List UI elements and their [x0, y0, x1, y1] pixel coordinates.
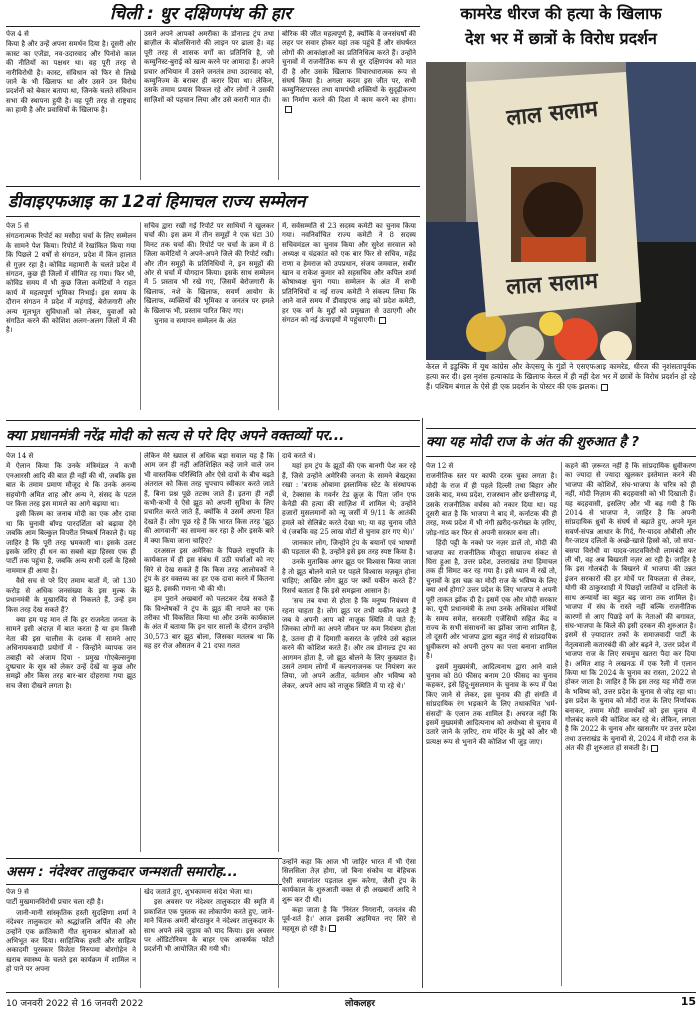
- dyfi-col-2: [144, 222, 274, 412]
- modi-headline: क्या प्रधानमंत्री नरेंद्र मोदी को सत्य से परे दिए अपने वक्तव्यों पर...: [6, 428, 345, 444]
- nandeshwar-col-1: [6, 888, 136, 988]
- chile-col-1: [6, 30, 136, 180]
- modi-col-2: [144, 452, 274, 852]
- paragraph: कहा जाता है कि 'निरंतर निगरानी, जनतंत्र की पूर्व-शर्त है।' आज इसकी अहमियत नए सिरे से महसूस हो रही है।: [282, 906, 416, 933]
- page-ref: पेज 9 से: [6, 888, 29, 896]
- footer-page-number: 15: [680, 995, 696, 1008]
- paragraph: में ऐलान किया कि उनके मंत्रिमंडल ने कभी एनआरसी आदि की बात ही नहीं की थी, जबकि इस बात के तमाम प्रमाण मौजूद थे कि उनके अनन्य सहयोगी अमित शाह और अन्य ने, संसद के पटल पर किस तरह इस मामले का आगे बढ़ाया था।: [6, 462, 136, 509]
- page-ref: पेज 12 से: [426, 462, 454, 470]
- end-mark: [601, 384, 608, 391]
- photo-caption: केरल में इडुक्कि में यूथ कांग्रेस और केएसयू के गुंडों ने एसएफआइ कामरेड, धीरज की नृशंसतापूर्वक हत्या कर दी। इस नृशंस हत्याकांड के खिलाफ केरल में ही नहीं देश भर में छात्रों के विरोध प्रदर्शन हो रहे हैं। पश्चिम बंगाल के ऐसे ही एक प्रदर्शन के पोस्टर की एक झलक।: [426, 362, 696, 391]
- paragraph: इसी किस्म का जनाब मोदी का एक और दावा था कि चुनावी बॉण्ड पारदर्शिता को बढ़ावा देंगे जबकि आम बिल्कुल विपरीत निष्कर्ष निकाले हैं। यह जाहिर है कि पूरी तरह भ्रमकारी था। इसके उलट इसके जरिए ही धन का सबसे बड़ा हिस्सा एक ही पार्टी तक पहुंचा है, जबकि अन्य सभी दलों के हिस्से नाममात्र ही आया है।: [6, 510, 136, 575]
- paragraph: जानी-मानी सांस्कृतिक हस्ती सुदक्षिणा शर्मा ने नंदेश्वर तालुकदार को श्रद्धांजलि अर्पित की और उन्होंने एक क्रांतिकारी गीत सुनाकर श्रोताओं को अभिभूत कर दिया। साहित्यिक हस्ती और साहित्य अकादमी पुरस्कार विजेता निरुपमा बोरगोहेन ने खराब स्वास्थ्य के चलते इस कार्यक्रम में शामिल न हो पाने पर अपना: [6, 908, 136, 974]
- modi-col-1: [6, 452, 136, 852]
- paragraph: उसने अपने आपको अमरीका के डोनाल्ड ट्रंप तथा ब्राज़ील के बोलसिनारो की लाइन पर ढाला है। वह पूरी तरह से शासक वर्गों का प्रतिनिधि है, जो कम्युनिस्ट-बुराई को खत्म करने पर आमादा हैं। अपने प्रचार अभियान में उसने जनतंत्र तथा उदारवाद को, कम्युनिज्म के बराबर ही करार दिया था। लेकिन, उसके तमाम प्रयास विफल रहे और लोगों ने उसकी साज़िशों को पहचान लिया और उसे करारी मात दी।: [144, 30, 274, 104]
- poster-text-top: लाल सलाम: [505, 96, 600, 132]
- paragraph: दावे करते थे।: [282, 452, 316, 460]
- end-mark: [651, 745, 658, 752]
- paragraph: किया है और उन्हें अपना समर्थन दिया है। दूसरी ओर कास्ट का एजेंडा, नव-उदारवाद और पिनोशे काल की नीतियों का पक्षधर था। वह पूरी तरह से नारीविरोधी है। कास्ट, संविधान को फिर से लिखे जाने के भी खिलाफ था और उसने उन विरोध प्रदर्शनों को बेकार बताया था, जिनके चलते संविधान सभा की स्थापना हुयी है। वह पूरी तरह से राष्ट्रवाद का हामी है और प्रवासियों के खिलाफ है।: [6, 40, 136, 115]
- page-ref: पेज 4 से: [6, 30, 29, 38]
- end-mark: [285, 106, 292, 113]
- paragraph: क्या हम यह मान लें कि हर राजनेता जनता के सामने इसी अंदाज़ में बात करता है या हम किसी नेता की इस चालीस के दशक में सामने आए अधिनायकवादी प्रयोगों में - जिन्होंने व्यापक जन तबाही को अंजाम दिया - प्रमुख गोएबेल्सनुमा दुष्प्रचार के सूत्र को लेकर उन्हें देखें या कुछ और समझें और किस तरह बार-बार दोहराया गया झूठ सच जैसा दीखने लगता है।: [6, 615, 136, 690]
- paragraph: दरअसल इस अमेरिका के पिछले राष्ट्रपति के कार्यकाल में ही इस संबंध में उठी चर्चाओं को नए सिरे से देख सकते हैं कि किस तरह आलोचकों ने ट्रंप के हर वक्तव्य का हर एक दावा करने में कितना झूठ है, इसकी गणना भी की थी।: [144, 547, 274, 593]
- footer-publication: लोकलहर: [345, 999, 375, 1009]
- paragraph: सचिव द्वारा रखी गई रिपोर्ट पर साथियों ने खुलकर चर्चा की। इस क्रम में तीन समूहों ने एक घंटा 30 मिनट तक चर्चा की। रिपोर्ट पर चर्चा के क्रम में 8 जिला कमेटियों ने अपने-अपने जिले की रिपोर्ट रखी। और तीन समूहों के प्रतिनिधियों ने, इन समूहों की ओर से चर्चा में योगदान किया। इसके साथ सम्मेलन में 5 प्रस्ताव भी रखे गए, जिसमें बेरोजगारी के खिलाफ, नशे के खिलाफ, सवर्ण आयोग के खिलाफ, व्यक्तियों की भूमिका व जनतंत्र पर हमले के खिलाफ भी, प्रस्ताव पारित किए गए।: [144, 222, 274, 315]
- paragraph: 'सच तब यथा से होता है कि मनुष्य नियंत्रण में रहना चाहता है। लोग झूठ पर तभी यकीन करते हैं जब वे अपनी आप को नाज़ुक स्थिति में पाते हैं; जिनका लोगों का अपने जीवन पर कम नियंत्रण होता है, उतना ही वे दिमाग़ी कसरत के ज़रिये उसे बहाल करने की कोशिश करते हैं। और तब डोनाल्ड ट्रंप का आगमन होता है, जो झूठ बोलने के लिए कुख्यात है। उसने तमाम लोगों में कल्पनाजनक पर नियंत्रण कर लिया, जो अपने अतीत, वर्तमान और भविष्य को लेकर, अपने आप को नाज़ुक स्थिति में पा रहे थे।': [282, 597, 416, 690]
- paragraph: राजनीतिक स्तर पर काफी दरक चुका लगता है। मोदी के राज में ही पहले दिल्ली तथा बिहार और उसके बाद, मध्य प्रदेश, राजस्थान और छत्तीसगढ़ में, उसके राजनीतिक वर्चस्व को नकार दिया था। यह दूसरी बात है कि भाजपा ने बाद में, कर्नाटक की ही तरह, मध्य प्रदेश में भी नंगी ख़रीद-फ़रोख्त के ज़रिए, जोड़-गांठ कर फिर से अपनी सरकार बना ली।: [426, 472, 557, 537]
- paragraph: उन्होंने कहा कि आज भी जाहिर भारत में भी ऐसा सिलसिला तेज़ होगा, जो बिना संकोच या बेहिचक ऐसी समानांतर पड़ताल शुरू करेगा, जैसी ट्रंप के कार्यकाल के शुरुआती वक्त से ही अखबारों आदि ने शुरू कर दी थी।: [282, 858, 416, 904]
- page-ref: पेज 5 से: [6, 222, 29, 230]
- end-of-modi-col-1: [426, 462, 557, 986]
- paragraph: उनके मुताबिक अगर झूठ पर विश्वास किया जाता है तो झूठ बोलने वाले पर पहले विश्वास मज़बूत होना चाहिए; आखिर लोग झूठ पर क्यों यकीन करते हैं? रिसर्च बताता है कि इसे समझना आसान है।: [282, 558, 416, 595]
- paragraph: में, सर्वसम्मति से 23 सदस्य कमेटी का चुनाव किया गया। नवनिर्वाचित राज्य कमेटी ने 8 सदस्य सचिवमंडल का चुनाव किया और सुरेश सरवाल को अध्यक्ष व चंद्रकांत को एक बार फिर से सचिव, महेंद्र राणा व हेमराज को उपप्रधान, संजय जमवाल, सबीर खान व राकेश कुमार को सहसचिव और कपिल शर्मा कोषाध्यक्ष चुना गया। सम्मेलन के अंत में सभी प्रतिनिधियों व नई राज्य कमेटी ने संकल्प लिया कि आने वाले समय में डीवाइएफ आइ को प्रदेश कमेटी, हर एक वर्ग के मुद्दों को प्रमुखता से उठाएगी और संगठन को नई ऊंचाइयों में पहुंचाएगी।: [282, 222, 416, 325]
- paragraph: हिंदी पट्टी के नक्शे पर नज़र डालें तो, मोदी की भाजपा का राजनीतिक मौजूदा साम्राज्य संकट से घिरा हुआ है, उत्तर प्रदेश, उत्तराखंड तथा हिमाचल तक ही सिमट कर रह गया है। इसे ध्यान में रखें तो, चुनावों के इस चक्र का मोदी राज के भविष्य के लिए क्या अर्थ होगा? उत्तर प्रदेश के लिए भाजपा ने अपनी पूरी ताकत झोंक दी है। इसमें एक और मोदी सरकार का, यूपी प्रधानमंत्री के तथा उनके अधिकांश मंत्रियों के समय समेत, सरकारी एजेंसियों सहित केंद्र व राज्य के सभी संसाधनों का झोंका जाना शामिल है, तो दूसरी ओर भाजपा द्वारा बहुत नंगई से सांप्रदायिक ध्रुवीकरण को अपनी तुरुप का पत्ता बनाना शामिल है।: [426, 539, 557, 661]
- dyfi-col-3: [282, 222, 416, 414]
- paragraph: यहां हम ट्रंप के झूठों की एक बानगी पेश कर रहे हैं, जिसे उन्होंने अमेरिकी जनता के सामने बेखट्का रखा : 'बराक ओबामा इस्लामिक स्टेट के संस्थापक थे, टेक्सास के गवर्नर टेड क्रूज़ के पिता जॉन एफ केनेडी की हत्या की साज़िश में शामिल थे; उन्होंने हजारों मुसलमानों को न्यू जर्सी में 9/11 के आतंकी हमले को सेलिब्रेट करते देखा था; या वह चुनाव जीते थे (जबकि वह 25 लाख वोटों से चुनाव हार गए थे)।': [282, 462, 416, 537]
- dyfi-col-1: [6, 222, 136, 410]
- nandeshwar-headline: असम : नंदेश्वर तालुकदार जन्मशती समारोह...: [6, 864, 238, 880]
- paragraph: हम पुराने अखबारों को पलटकर देख सकते हैं कि विश्लेषकों ने ट्रंप के झूठ की नापने का एक तरीका भी विकसित किया था और उनके कार्यकाल के अंत में बताया कि इन चार सालों के दौरान उन्होंने 30,573 बार झूठ बोला, जिसका मतलब था कि वह हर रोज औसतन वे 21 दफा गलत: [144, 595, 274, 651]
- paragraph: लेकिन मेरे ख्याल से अधिक बड़ा सवाल यह है कि आम जन ही नहीं अतिशिक्षित कहे जाने वाले जन भी वास्तविक परिस्थिति और ऐसे दावों के बीच बढ़ते अंतराल को किस तरह चुपचाप स्वीकार करते जाते हैं, बिना प्रश्न पूछे तटस्थ जाते हैं। इतना ही नहीं कभी-कभी वे ऐसे झूठ को अपनी सुविधा के लिए प्रचारित करते जाते हैं, क्योंकि वे उसमें अपना हित देखते हैं। लोग पूछ रहे हैं कि भारत किस तरह 'झूठ की आगवानी' का सामना कर रहा है और इसके बारे में क्या किया जाना चाहिए?: [144, 452, 274, 545]
- chile-col-2: [144, 30, 274, 180]
- paragraph: पार्टी मुखमानविरोधी प्रचार चला रही है।: [6, 898, 104, 907]
- protest-poster-photo: [426, 62, 696, 360]
- paragraph: बोरिक की जीत महत्वपूर्ण है, क्योंकि वे जनसंघर्षों की लहर पर सवार होकर यहां तक पहुंचे हैं और संघर्षरत लोगों की आकांक्षाओं का प्रतिनिधित्व करते हैं। उन्होंने चुनावों में राजनीतिक रूप से धुर दक्षिणपंथ को मात दी है और उसके खिलाफ विचारधारात्मक रूप से संघर्ष किया है। अगला कदम इस जीत पर, सभी कम्युनिस्टपरस्त तथा वामपंथी शक्तियों के सुदृढ़ीकरण का निर्माण करने की दिशा में काम करने का होगा।: [282, 30, 416, 115]
- footer-date: 10 जनवरी 2022 से 16 जनवरी 2022: [6, 999, 144, 1009]
- dheeraj-headline: कामरेड धीरज की हत्या के खिलाफ देश भर में छात्रों के विरोध प्रदर्शन: [460, 4, 662, 48]
- poster-text-bottom: लाल सलाम: [505, 268, 599, 301]
- page-ref: पेज 14 से: [6, 452, 34, 460]
- chile-headline: चिली : धुर दक्षिणपंथ की हार: [110, 4, 292, 24]
- dyfi-headline: डीवाइएफआइ का 12वां हिमाचल राज्य सम्मेलन: [8, 192, 306, 212]
- chile-col-3: [282, 30, 416, 182]
- paragraph: खेद जताते हुए, शुभकामना संदेश भेजा था।: [144, 888, 253, 896]
- paragraph: इस अवसर पर नंदेश्वर तालुकदार की स्मृति में प्रकाशित एक पुस्तक का लोकार्पण करते हुए, जाने-माने चिंतक अमरी बोरठाकुर ने नंदेश्वर तालुकदार के साथ अपने लंबे जुड़ाव को याद किया। इस अवसर पर ऑडिटोरियम के बाहर एक आकर्षक फोटो प्रदर्शनी भी आयोजित की गयी थी।: [144, 898, 274, 954]
- paragraph: इसमें मुख्यमंत्री, आदित्यनाथ द्वारा आने वाले चुनाव को 80 फीसद बनाम 20 फीसद का चुनाव कहकर, इसे हिंदू-मुसलमान के चुनाव के रूप में पेश किए जाने से लेकर, इस चुनाव की ही संगति में सांप्रदायिक रंग भड़काने के लिए तथाकथित 'धर्म-संसदों' के एलान तक शामिल हैं। अचरज नहीं कि इसमें मुख्यमंत्री आदित्यनाथ को अयोध्या से चुनाव में उतारे जाने के ज़रिए, राम मंदिर के मुद्दे को और भी प्रत्यक्ष रूप से भुनाने की कोशिश भी जुड़ जाए।: [426, 662, 557, 746]
- paragraph: कहने की ज़रूरत नहीं है कि सांप्रदायिक ध्रुवीकरण का ज्यादा से ज्यादा खुलकर इस्तेमाल करने की भाजपा की कोशिशें, संघ-भाजपा के चरित्र को ही नहीं, मोदी निज़ाम की बदहवासी को भी दिखाती हैं। यह बदहवासी, इसलिए और भी बढ़ गयी है कि 2014 से भाजपा ने, जाहिर है कि अपनी सांप्रदायिक ध्रुवों के संघर्ष से बढ़ाते हुए, अपने मूल सवर्ण-संपन्न आधार के गिर्द, गैर-यादव ओबीसी और गैर-जाटव दलितों के अच्छे-खासे हिस्से को, जो सपा-बसपा विरोधी या यादव-जाटवविरोधी लामबंदी कर ली थी, वह अब बिखरती नज़र आ रही है। जाहिर है कि इस गोलबंदी के बिखरने में भाजपा की उन्नत इंजन सरकारों की हर मोर्चे पर विफलता से लेकर, योगी की ठाकुरशाही में पिछड़ों जातियों व दलितों के साथ अन्यायों का बहुत बढ़ जाना तक शामिल है। भाजपा में संघ के रास्ते नहीं बल्कि राजनीतिक कारणों से आए पिछड़े वर्ग के नेताओं की बगावत, संघ-भाजपा के किले की इसी दरकन की शुरुआत है। इसमें से ज़्यादातर तकों के समाजवादी पार्टी के नेतृत्ववाली कतारबंदी की ओर बढ़ने ने, उत्तर प्रदेश में भाजपा राज के लिए सचमुच खतरा पैदा कर दिया है। अमित शाह ने लखनऊ में एक रैली में एलान किया था कि 2024 के चुनाव का रास्ता, 2022 से होकर जाता है। जाहिर है कि इस तरह यह मोदी राज के भविष्य को, उत्तर प्रदेश के चुनाव से जोड़ रहा था। इस प्रदेश के चुनाव को मोदी राज के लिए निर्णायक बनाकर, तमाम मोदी समर्थकों को इस चुनाव में गोलबंद करने की कोशिश कर रहे थे। लेकिन, लगता है कि 2022 के चुनाव और खासतौर पर उत्तर प्रदेश तथा उत्तराखंड के चुनावों से, 2024 में मोदी राज के अंत की ही शुरुआत हो सकती है।: [565, 462, 696, 753]
- paragraph: चुनाव व समापन सम्मेलन के अंत: [154, 317, 237, 326]
- end-mark: [379, 317, 386, 324]
- nandeshwar-col-3: [282, 858, 416, 988]
- chile-rule: [6, 26, 420, 27]
- paragraph: संगठनात्मक रिपोर्ट का मसौदा चर्चा के लिए सम्मेलन के सामने पेश किया। रिपोर्ट में रेखांकित किया गया कि पिछले 2 वर्षों से संगठन, प्रदेश में किन हालात से गुज़र रहा है। कोविड महामारी के चलते प्रदेश में संगठन, कुछ ही जिलों में सीमित रह गया। फिर भी, कोविड समय में भी कुछ जिला कमेटियों ने राहत कार्य में महत्वपूर्ण भूमिका निभाई। इस समय के दौरान संगठन ने प्रदेश में महंगाई, बेरोजगारी और अन्य मूलभूत सुविधाओं को लेकर, युवाओं को संगठित करने की कोशिश अलग-अलग जिलों में की है।: [6, 232, 136, 335]
- modi-col-3: [282, 452, 416, 852]
- nandeshwar-col-2: [144, 888, 274, 988]
- paragraph: वैसे सच से परे दिए तमाम बातों में, जो 130 करोड़ से अधिक जनसंख्या के इस मुल्क के प्रधानमंत्री के मुखारविंद से निकलते हैं, उन्हें हम किस तरह देख सकते हैं?: [6, 577, 136, 614]
- paragraph: जानकार लोग, जिन्होंने ट्रंप के बयानों एवं भाषणों की पड़ताल की है, उन्होंने इसे इस तरह स्पष्ट किया है।: [282, 538, 416, 557]
- end-mark: [329, 925, 336, 932]
- end-of-modi-col-2: [565, 462, 696, 986]
- end-of-modi-headline: क्या यह मोदी राज के अंत की शुरुआत है ?: [426, 434, 640, 450]
